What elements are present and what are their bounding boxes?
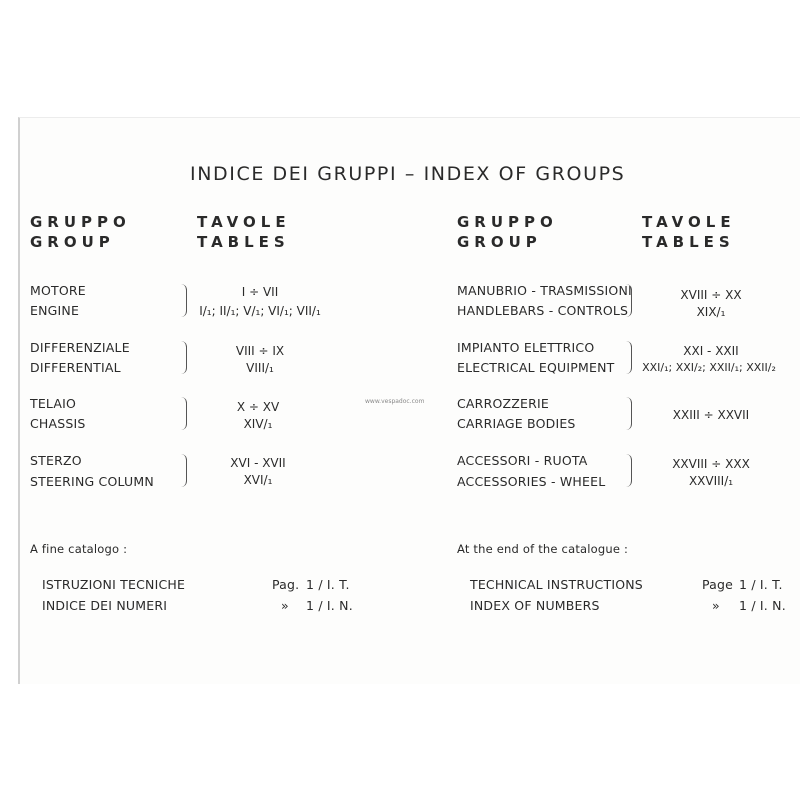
group-name-en: HANDLEBARS - CONTROLS <box>457 303 629 318</box>
header-tables-en-left: TABLES <box>197 233 290 251</box>
group-tables-main: XVI - XVII <box>230 456 286 470</box>
end-item-label: INDICE DEI NUMERI <box>42 598 168 613</box>
group-name-en: ACCESSORIES - WHEEL <box>457 474 606 489</box>
end-item-ref: 1 / I. T. <box>739 577 783 592</box>
group-tables-main: XXVIII ÷ XXX <box>672 457 750 471</box>
header-group-en-left: GROUP <box>30 233 115 251</box>
end-item-ref: 1 / I. N. <box>306 598 353 613</box>
group-tables-main: X ÷ XV <box>236 400 280 414</box>
group-name-en: ELECTRICAL EQUIPMENT <box>457 360 615 375</box>
end-item-label: ISTRUZIONI TECNICHE <box>42 577 186 592</box>
group-name-it: ACCESSORI - RUOTA <box>457 453 588 468</box>
page-title: INDICE DEI GRUPPI – INDEX OF GROUPS <box>190 163 626 185</box>
end-item-ref-prefix: » <box>281 598 289 613</box>
group-name-it: IMPIANTO ELETTRICO <box>457 340 595 355</box>
group-name-it: MOTORE <box>30 283 86 298</box>
group-tables-extra: VIII/₁ <box>246 361 274 375</box>
header-tables-en-right: TABLES <box>642 233 735 251</box>
group-tables-main: VIII ÷ IX <box>235 344 285 358</box>
group-name-it: DIFFERENZIALE <box>30 340 130 355</box>
group-name-en: CHASSIS <box>30 416 86 431</box>
group-name-en: DIFFERENTIAL <box>30 360 121 375</box>
end-item-ref-prefix: » <box>712 598 720 613</box>
header-group-en-right: GROUP <box>457 233 542 251</box>
group-tables-main: XXI - XXII <box>683 344 739 358</box>
end-item-ref-prefix: Pag. <box>272 577 300 592</box>
group-name-it: STERZO <box>30 453 82 468</box>
group-name-it: TELAIO <box>30 396 77 411</box>
end-section-heading-it: A fine catalogo : <box>30 542 128 556</box>
brace <box>181 341 187 374</box>
group-name-en: ENGINE <box>30 303 80 318</box>
header-tables-it-left: TAVOLE <box>197 213 291 231</box>
group-tables-extra: XVI/₁ <box>243 473 273 487</box>
end-item-label: TECHNICAL INSTRUCTIONS <box>470 577 643 592</box>
brace <box>181 397 187 430</box>
group-name-en: STEERING COLUMN <box>30 474 154 489</box>
group-tables-extra: XXVIII/₁ <box>688 474 734 488</box>
brace <box>626 397 632 430</box>
brace <box>626 454 632 487</box>
header-group-it-right: GRUPPO <box>457 213 558 231</box>
end-item-ref: 1 / I. N. <box>739 598 786 613</box>
end-item-ref: 1 / I. T. <box>306 577 350 592</box>
brace <box>181 454 187 487</box>
group-name-it: CARROZZERIE <box>457 396 549 411</box>
end-section-heading-en: At the end of the catalogue : <box>457 542 629 556</box>
header-tables-it-right: TAVOLE <box>642 213 736 231</box>
group-tables-main: XXIII ÷ XXVII <box>672 408 750 422</box>
brace <box>181 284 187 317</box>
end-item-ref-prefix: Page <box>702 577 734 592</box>
group-tables-main: XVIII ÷ XX <box>680 288 742 302</box>
group-tables-extra: XIV/₁ <box>243 417 273 431</box>
brace <box>626 341 632 374</box>
group-name-en: CARRIAGE BODIES <box>457 416 576 431</box>
group-tables-main: I ÷ VII <box>241 285 279 299</box>
group-tables-extra: XXI/₁; XXI/₂; XXII/₁; XXII/₂ <box>642 361 776 374</box>
group-name-it: MANUBRIO - TRASMISSIONI <box>457 283 632 298</box>
header-group-it-left: GRUPPO <box>30 213 131 231</box>
brace <box>626 284 632 317</box>
group-tables-extra: XIX/₁ <box>696 305 726 319</box>
group-tables-extra: I/₁; II/₁; V/₁; VI/₁; VII/₁ <box>199 304 321 318</box>
watermark: www.vespadoc.com <box>365 398 425 405</box>
end-item-label: INDEX OF NUMBERS <box>470 598 600 613</box>
